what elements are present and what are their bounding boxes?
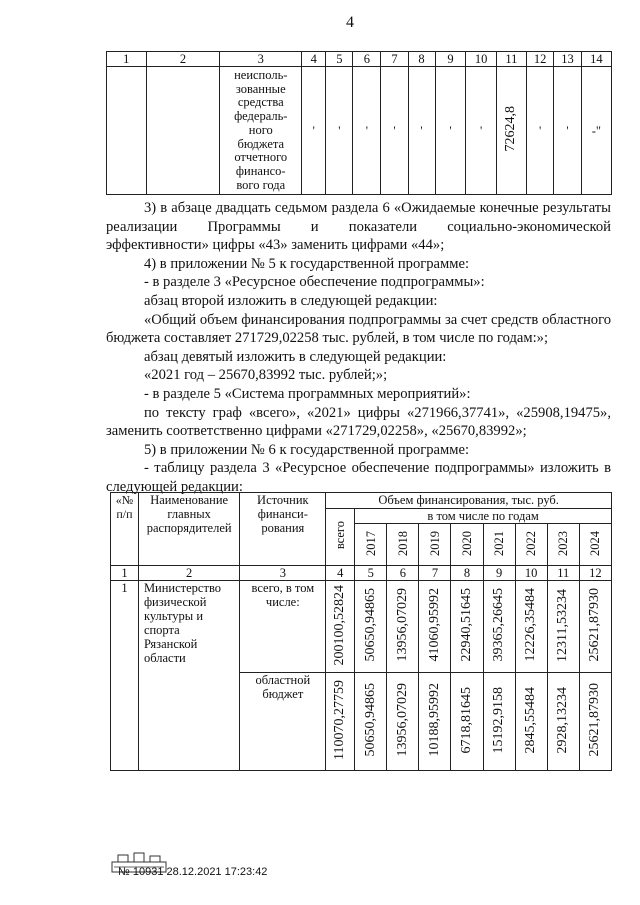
paragraph: 5) в приложении № 6 к государственной программе: [144,441,470,458]
header-num: «№ п/п [111,493,139,566]
registration-footer: № 10931 28.12.2021 17:23:42 [118,866,268,878]
header-by-years: в том числе по годам [355,509,612,524]
column-number: 14 [581,52,611,67]
row-label: неисполь- зованные средства федераль- ного бюджета отчетного финансо- вого года [220,67,302,195]
paragraph: абзац второй изложить в следующей редакции: [144,292,438,309]
column-number: 8 [408,52,435,67]
column-number: 11 [496,52,526,67]
year-header: 2022 [515,524,547,566]
column-number: 12 [526,52,553,67]
header-volume: Объем финансирования, тыс. руб. [326,493,612,509]
paragraph: «2021 год – 25670,83992 тыс. рублей;»; [144,367,388,384]
table-cell: ' [302,67,326,195]
value-cell: 6718,81645 [451,673,483,771]
source-cell: областной бюджет [240,673,326,771]
row-name: Министерство физической культуры и спорта Рязанской области [138,581,239,771]
table-cell: ' [353,67,381,195]
column-number: 5 [326,52,353,67]
value-cell: 110070,27759 [326,673,355,771]
table-cell: 72624,8 [496,67,526,195]
value-cell: 200100,52824 [326,581,355,673]
year-header: 2017 [355,524,387,566]
paragraph: - таблицу раздела 3 «Ресурсное обеспечение подпрограммы» изложить в следующей редакции: [106,460,611,495]
column-number: 6 [353,52,381,67]
table-cell: ' [408,67,435,195]
column-numbers-row: 1 2 3 4 5 6 7 8 9 10 11 12 [111,566,612,581]
source-cell: всего, в том числе: [240,581,326,673]
value-cell: 22940,51645 [451,581,483,673]
column-number: 3 [220,52,302,67]
value-cell: 25621,87930 [579,581,611,673]
row-number: 1 [111,581,139,771]
paragraph: 4) в приложении № 5 к государственной программе: [144,255,470,272]
column-number: 9 [435,52,466,67]
paragraph: по тексту граф «всего», «2021» цифры «271966,37741», «25908,19475», заменить соответственно цифрами «271729,02258», «25670,83992»; [106,404,611,440]
year-header: 2023 [547,524,579,566]
value-cell: 12311,53234 [547,581,579,673]
paragraph: «Общий объем финансирования подпрограммы за счет средств областного бюджета составляет 271729,02258 тыс. рублей, в том числе по годам:»; [106,311,611,347]
column-number: 10 [466,52,496,67]
value-cell: 12226,35484 [515,581,547,673]
value-cell: 39365,26645 [483,581,515,673]
column-number: 7 [381,52,408,67]
header-total: всего [326,509,355,566]
value-cell: 13956,07029 [387,673,419,771]
year-header: 2024 [579,524,611,566]
year-header: 2018 [387,524,419,566]
column-number: 2 [146,52,220,67]
value-cell: 2928,13234 [547,673,579,771]
table-cell: ' [554,67,581,195]
continuation-table [106,51,612,195]
table-cell: ' [326,67,353,195]
paragraph: 3) в абзаце двадцать седьмом раздела 6 «Ожидаемые конечные результаты реализации Программы и показатели социально-экономической эффективности» цифры «43» заменить цифрами «44»; [106,200,611,254]
column-number: 4 [302,52,326,67]
funding-table [110,492,612,771]
paragraph: абзац девятый изложить в следующей редакции: [144,348,447,365]
table-cell: ' [466,67,496,195]
value-cell: 25621,87930 [579,673,611,771]
header-name: Наименование главных распорядителей [138,493,239,566]
paragraph: - в разделе 5 «Система программных мероприятий»: [144,385,471,402]
column-number: 1 [107,52,147,67]
table-header-row [107,52,612,67]
value-cell: 13956,07029 [387,581,419,673]
page-number: 4 [346,14,354,31]
body-text [106,199,611,497]
table-cell: ' [435,67,466,195]
value-cell: 41060,95992 [419,581,451,673]
year-header: 2019 [419,524,451,566]
value-cell: 50650,94865 [355,673,387,771]
year-header: 2021 [483,524,515,566]
table-cell: -" [581,67,611,195]
table-row [107,67,612,195]
value-cell: 10188,95992 [419,673,451,771]
value-cell: 2845,55484 [515,673,547,771]
value-cell: 50650,94865 [355,581,387,673]
year-header: 2020 [451,524,483,566]
table-cell: ' [526,67,553,195]
column-number: 13 [554,52,581,67]
value-cell: 15192,9158 [483,673,515,771]
table-cell: ' [381,67,408,195]
header-source: Источник финанси- рования [240,493,326,566]
paragraph: - в разделе 3 «Ресурсное обеспечение подпрограммы»: [144,274,485,291]
table-row [111,581,612,673]
